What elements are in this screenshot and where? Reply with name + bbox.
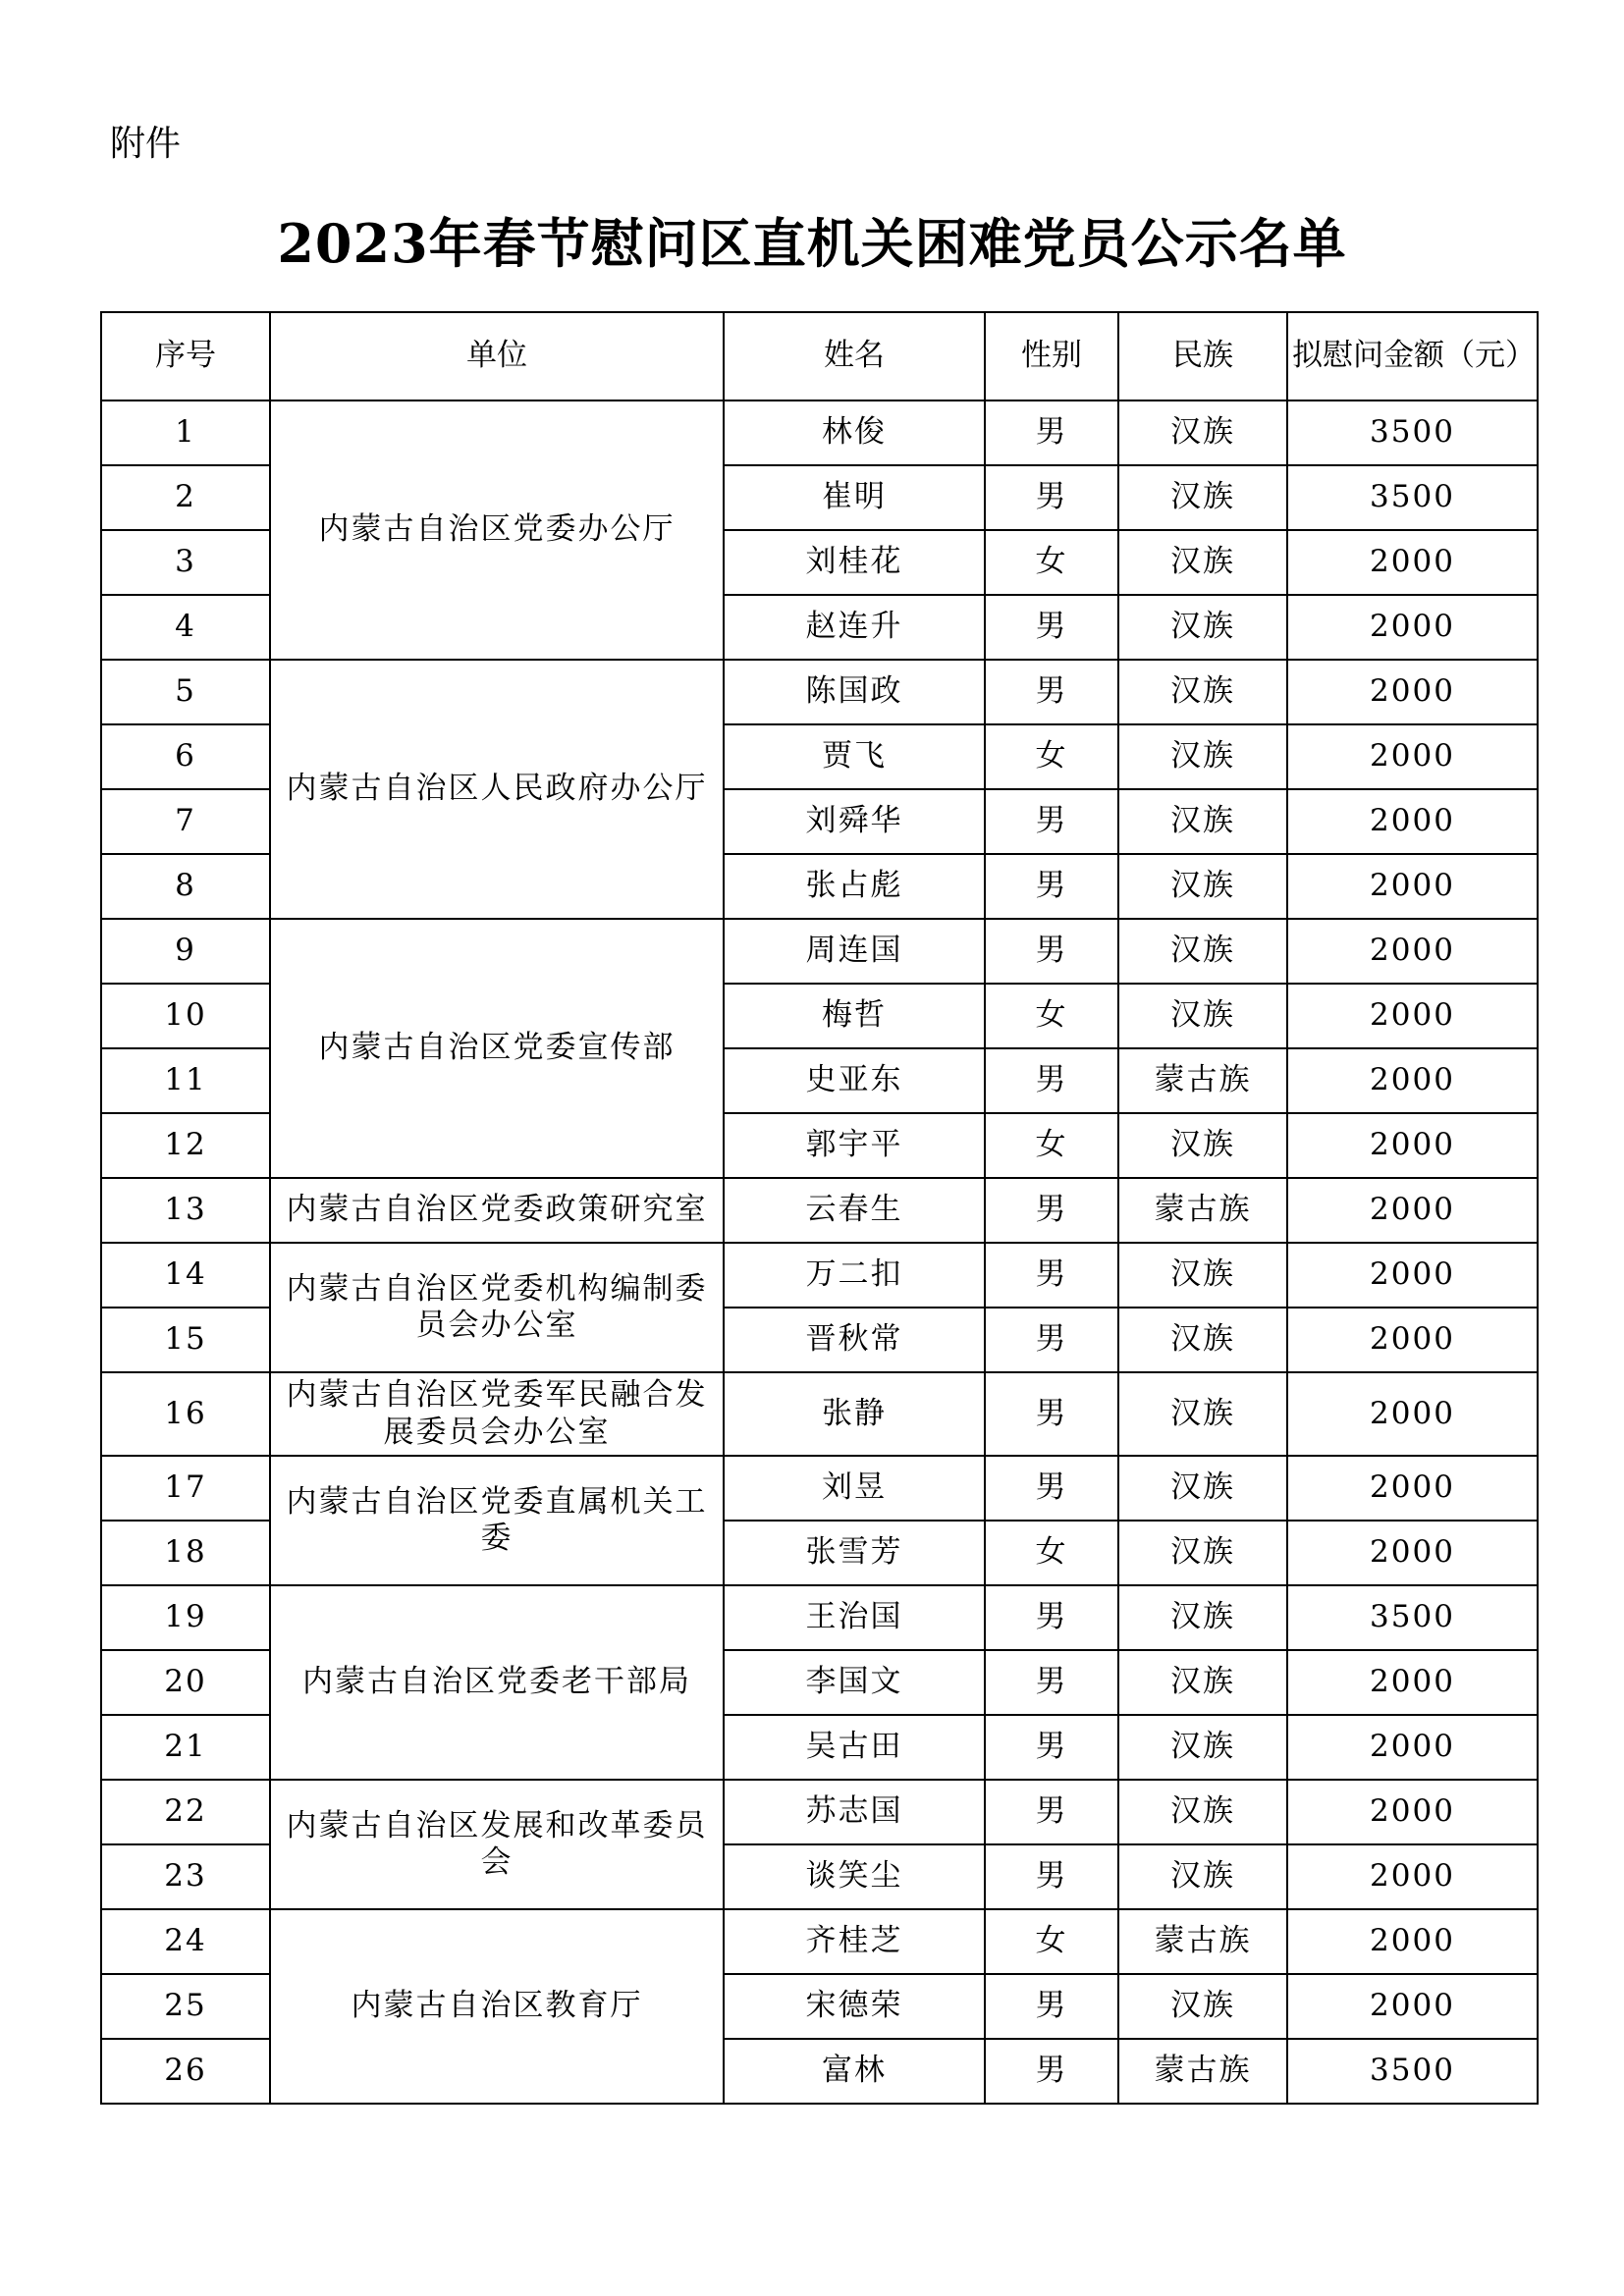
cell-ethnicity: 汉族 [1118,1780,1287,1844]
cell-seq: 19 [101,1585,270,1650]
cell-name: 王治国 [724,1585,985,1650]
table-row [101,1585,1538,1650]
cell-name: 史亚东 [724,1048,985,1113]
cell-name: 万二扣 [724,1243,985,1308]
cell-name: 张占彪 [724,854,985,919]
cell-name: 陈国政 [724,660,985,724]
cell-seq: 7 [101,789,270,854]
cell-gender: 男 [985,919,1118,984]
cell-seq: 24 [101,1909,270,1974]
table-row [101,1178,1538,1243]
cell-name: 崔明 [724,465,985,530]
cell-amount: 2000 [1287,1048,1538,1113]
cell-name: 宋德荣 [724,1974,985,2039]
cell-gender: 男 [985,1715,1118,1780]
cell-ethnicity: 汉族 [1118,1308,1287,1372]
cell-name: 苏志国 [724,1780,985,1844]
cell-seq: 3 [101,530,270,595]
cell-name: 刘昱 [724,1456,985,1521]
cell-amount: 2000 [1287,1650,1538,1715]
cell-seq: 20 [101,1650,270,1715]
cell-ethnicity: 汉族 [1118,465,1287,530]
cell-ethnicity: 蒙古族 [1118,1048,1287,1113]
attachment-label: 附件 [110,124,182,164]
cell-amount: 2000 [1287,1178,1538,1243]
header-unit: 单位 [270,312,724,400]
cell-name: 云春生 [724,1178,985,1243]
header-row [101,312,1538,400]
table-row [101,1243,1538,1308]
cell-ethnicity: 汉族 [1118,1585,1287,1650]
cell-ethnicity: 汉族 [1118,1521,1287,1585]
cell-seq: 25 [101,1974,270,2039]
cell-seq: 15 [101,1308,270,1372]
cell-seq: 4 [101,595,270,660]
cell-ethnicity: 汉族 [1118,724,1287,789]
cell-amount: 3500 [1287,2039,1538,2104]
cell-gender: 女 [985,530,1118,595]
cell-ethnicity: 汉族 [1118,530,1287,595]
cell-unit: 内蒙古自治区教育厅 [270,1909,724,2104]
cell-name: 谈笑尘 [724,1844,985,1909]
cell-ethnicity: 汉族 [1118,984,1287,1048]
cell-amount: 2000 [1287,854,1538,919]
table-row [101,1372,1538,1456]
cell-gender: 男 [985,1780,1118,1844]
cell-unit: 内蒙古自治区发展和改革委员会 [270,1780,724,1909]
header-seq: 序号 [101,312,270,400]
cell-ethnicity: 汉族 [1118,1650,1287,1715]
cell-seq: 9 [101,919,270,984]
cell-gender: 男 [985,465,1118,530]
cell-seq: 23 [101,1844,270,1909]
cell-unit: 内蒙古自治区党委宣传部 [270,919,724,1178]
cell-name: 富林 [724,2039,985,2104]
cell-amount: 2000 [1287,1844,1538,1909]
cell-seq: 17 [101,1456,270,1521]
cell-gender: 男 [985,1243,1118,1308]
cell-ethnicity: 汉族 [1118,595,1287,660]
cell-ethnicity: 蒙古族 [1118,1909,1287,1974]
cell-name: 张雪芳 [724,1521,985,1585]
cell-name: 张静 [724,1372,985,1456]
cell-ethnicity: 汉族 [1118,919,1287,984]
cell-amount: 3500 [1287,465,1538,530]
cell-gender: 女 [985,1113,1118,1178]
cell-amount: 2000 [1287,1780,1538,1844]
cell-name: 李国文 [724,1650,985,1715]
cell-name: 周连国 [724,919,985,984]
cell-amount: 2000 [1287,530,1538,595]
cell-amount: 2000 [1287,789,1538,854]
cell-gender: 男 [985,1178,1118,1243]
header-name: 姓名 [724,312,985,400]
cell-gender: 男 [985,660,1118,724]
cell-name: 郭宇平 [724,1113,985,1178]
cell-seq: 2 [101,465,270,530]
cell-amount: 2000 [1287,1521,1538,1585]
cell-gender: 男 [985,1456,1118,1521]
cell-seq: 13 [101,1178,270,1243]
cell-gender: 男 [985,1372,1118,1456]
cell-gender: 男 [985,1048,1118,1113]
cell-unit: 内蒙古自治区党委机构编制委员会办公室 [270,1243,724,1372]
table-row [101,400,1538,465]
cell-name: 贾飞 [724,724,985,789]
cell-unit: 内蒙古自治区党委直属机关工委 [270,1456,724,1585]
cell-ethnicity: 汉族 [1118,854,1287,919]
cell-name: 刘桂花 [724,530,985,595]
cell-amount: 2000 [1287,1715,1538,1780]
cell-amount: 2000 [1287,595,1538,660]
cell-gender: 女 [985,1909,1118,1974]
cell-gender: 男 [985,400,1118,465]
cell-amount: 2000 [1287,1974,1538,2039]
cell-gender: 女 [985,724,1118,789]
cell-gender: 男 [985,1974,1118,2039]
cell-name: 晋秋常 [724,1308,985,1372]
cell-ethnicity: 汉族 [1118,1113,1287,1178]
cell-amount: 2000 [1287,984,1538,1048]
cell-seq: 6 [101,724,270,789]
cell-gender: 女 [985,1521,1118,1585]
cell-unit: 内蒙古自治区党委老干部局 [270,1585,724,1780]
roster-table [100,311,1539,2105]
cell-seq: 1 [101,400,270,465]
cell-name: 赵连升 [724,595,985,660]
cell-ethnicity: 汉族 [1118,789,1287,854]
cell-name: 齐桂芝 [724,1909,985,1974]
cell-amount: 2000 [1287,1243,1538,1308]
cell-seq: 8 [101,854,270,919]
cell-amount: 2000 [1287,1909,1538,1974]
cell-ethnicity: 汉族 [1118,1243,1287,1308]
cell-gender: 男 [985,595,1118,660]
cell-ethnicity: 汉族 [1118,1715,1287,1780]
cell-seq: 22 [101,1780,270,1844]
cell-seq: 21 [101,1715,270,1780]
cell-amount: 2000 [1287,1308,1538,1372]
table-row [101,1909,1538,1974]
cell-name: 林俊 [724,400,985,465]
cell-amount: 2000 [1287,724,1538,789]
cell-gender: 女 [985,984,1118,1048]
header-ethnicity: 民族 [1118,312,1287,400]
cell-unit: 内蒙古自治区人民政府办公厅 [270,660,724,919]
cell-gender: 男 [985,2039,1118,2104]
cell-seq: 16 [101,1372,270,1456]
cell-gender: 男 [985,854,1118,919]
cell-seq: 18 [101,1521,270,1585]
cell-unit: 内蒙古自治区党委军民融合发展委员会办公室 [270,1372,724,1456]
cell-amount: 2000 [1287,1113,1538,1178]
table-row [101,660,1538,724]
cell-amount: 2000 [1287,1456,1538,1521]
cell-unit: 内蒙古自治区党委办公厅 [270,400,724,660]
cell-ethnicity: 汉族 [1118,1974,1287,2039]
cell-seq: 11 [101,1048,270,1113]
cell-gender: 男 [985,789,1118,854]
table-row [101,1780,1538,1844]
cell-ethnicity: 蒙古族 [1118,1178,1287,1243]
cell-amount: 2000 [1287,919,1538,984]
cell-amount: 3500 [1287,400,1538,465]
cell-ethnicity: 汉族 [1118,1372,1287,1456]
cell-seq: 10 [101,984,270,1048]
header-gender: 性别 [985,312,1118,400]
cell-ethnicity: 汉族 [1118,400,1287,465]
cell-amount: 2000 [1287,660,1538,724]
cell-unit: 内蒙古自治区党委政策研究室 [270,1178,724,1243]
cell-name: 梅哲 [724,984,985,1048]
cell-ethnicity: 汉族 [1118,1456,1287,1521]
cell-ethnicity: 汉族 [1118,660,1287,724]
cell-name: 刘舜华 [724,789,985,854]
page-title: 2023年春节慰问区直机关困难党员公示名单 [277,212,1347,275]
cell-gender: 男 [985,1844,1118,1909]
cell-seq: 26 [101,2039,270,2104]
header-amount: 拟慰问金额（元） [1287,312,1538,400]
cell-gender: 男 [985,1650,1118,1715]
cell-gender: 男 [985,1585,1118,1650]
cell-name: 吴古田 [724,1715,985,1780]
cell-seq: 5 [101,660,270,724]
cell-gender: 男 [985,1308,1118,1372]
table-row [101,919,1538,984]
cell-amount: 2000 [1287,1372,1538,1456]
cell-seq: 12 [101,1113,270,1178]
cell-ethnicity: 汉族 [1118,1844,1287,1909]
cell-seq: 14 [101,1243,270,1308]
roster-body [101,400,1538,2104]
cell-amount: 3500 [1287,1585,1538,1650]
cell-ethnicity: 蒙古族 [1118,2039,1287,2104]
table-row [101,1456,1538,1521]
